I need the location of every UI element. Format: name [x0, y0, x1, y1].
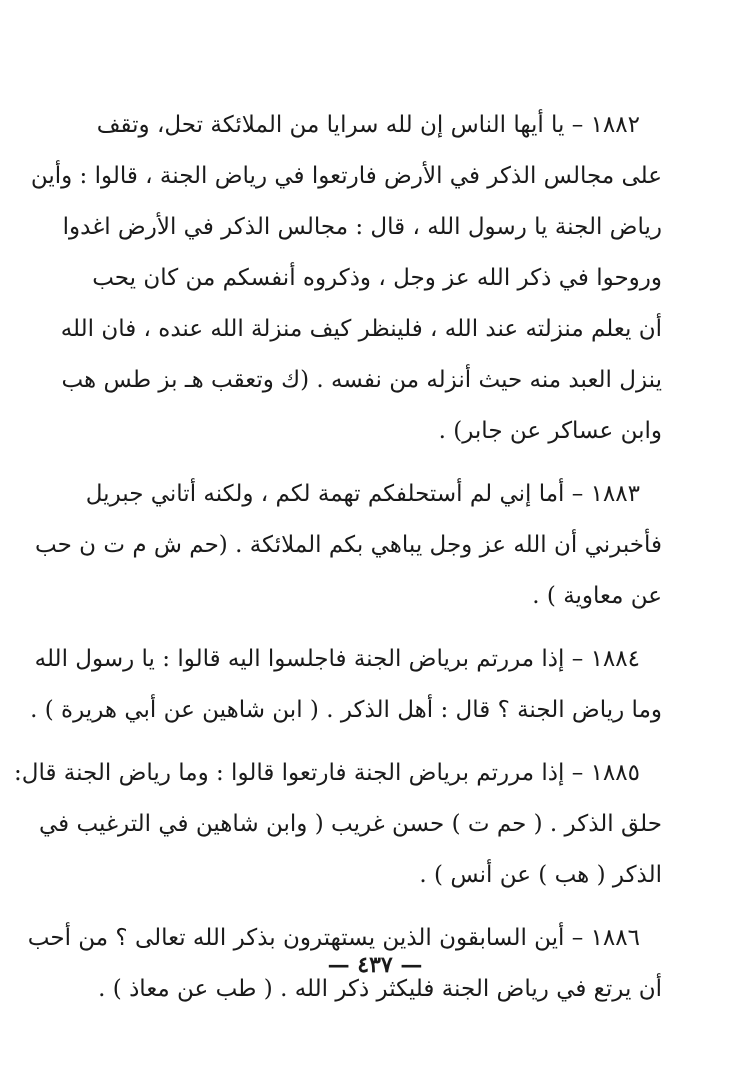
entry-text: – إذا مررتم برياض الجنة فارتعوا قالوا : وما رياض الجنة قال: [14, 760, 584, 786]
entry-line: وابن عساكر عن جابر) . [438, 418, 662, 444]
entry-line: ينزل العبد منه حيث أنزله من نفسه . (ك وتعقب هـ بز طس هب [61, 367, 662, 393]
entry-number: ١٨٨٤ [590, 646, 640, 672]
page-number: — ٤٣٧ — [327, 952, 423, 978]
entry-1883 [35, 469, 662, 622]
entry-line: عن معاوية ) . [532, 583, 662, 609]
entry-line [85, 469, 662, 520]
entry-text: – أين السابقون الذين يستهترون بذكر الله تعالى ؟ من أحب [27, 925, 584, 951]
entry-line [14, 748, 662, 799]
entry-1882 [30, 100, 662, 457]
entry-number: ١٨٨٥ [590, 760, 640, 786]
entry-line: على مجالس الذكر في الأرض فارتعوا في رياض الجنة ، قالوا : وأين [30, 163, 662, 189]
entry-line: وروحوا في ذكر الله عز وجل ، وذكروه أنفسكم من كان يحب [92, 265, 662, 291]
entry-line: أن يعلم منزلته عند الله ، فلينظر كيف منزلة الله عنده ، فان الله [60, 316, 662, 342]
entry-1885 [14, 748, 662, 901]
entry-text: – أما إني لم أستحلفكم تهمة لكم ، ولكنه أتاني جبريل [85, 481, 584, 507]
entry-1884 [30, 634, 662, 736]
entry-line: أن يرتع في رياض الجنة فليكثر ذكر الله . ( طب عن معاذ ) . [98, 976, 662, 1002]
entry-number: ١٨٨٢ [590, 112, 640, 138]
entry-line [34, 634, 662, 685]
entry-line: فأخبرني أن الله عز وجل يباهي بكم الملائكة . (حم ش م ت ن حب [35, 532, 662, 558]
entry-line [96, 100, 662, 151]
entry-line: رياض الجنة يا رسول الله ، قال : مجالس الذكر في الأرض اغدوا [62, 214, 662, 240]
entry-line: الذكر ( هب ) عن أنس ) . [419, 862, 662, 888]
entry-line: حلق الذكر . ( حم ت ) حسن غريب ( وابن شاهين في الترغيب في [38, 811, 662, 837]
entry-number: ١٨٨٣ [590, 481, 640, 507]
entry-text: – إذا مررتم برياض الجنة فاجلسوا اليه قالوا : يا رسول الله [34, 646, 584, 672]
entry-line: وما رياض الجنة ؟ قال : أهل الذكر . ( ابن شاهين عن أبي هريرة ) . [30, 697, 662, 723]
entry-text: – يا أيها الناس إن لله سرايا من الملائكة تحل، وتقف [96, 112, 584, 138]
entry-number: ١٨٨٦ [590, 925, 640, 951]
